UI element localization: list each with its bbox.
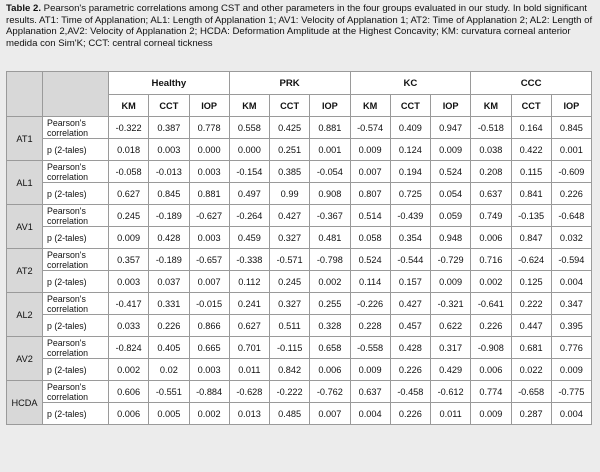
correlation-cell: -0.013 <box>149 161 189 183</box>
metric-label: Pearson's correlation <box>43 381 109 403</box>
column-header: CCT <box>149 95 189 117</box>
metric-label: Pearson's correlation <box>43 293 109 315</box>
correlation-cell: -0.571 <box>270 249 310 271</box>
correlation-cell: 0.317 <box>431 337 471 359</box>
p-value-cell: 0.226 <box>390 359 430 381</box>
p-value-cell: 0.622 <box>431 315 471 337</box>
correlation-cell: 0.845 <box>551 117 591 139</box>
parameter-cell: HCDA <box>7 381 43 425</box>
correlation-cell: 0.524 <box>431 161 471 183</box>
table-row <box>7 337 592 359</box>
correlation-cell: -0.135 <box>511 205 551 227</box>
correlation-cell: -0.115 <box>270 337 310 359</box>
p-value-cell: 0.481 <box>310 227 350 249</box>
p-value-cell: 0.847 <box>511 227 551 249</box>
p-value-cell: 0.004 <box>551 271 591 293</box>
correlation-cell: -0.558 <box>350 337 390 359</box>
p-value-cell: 0.428 <box>149 227 189 249</box>
column-header: CCT <box>390 95 430 117</box>
correlation-cell: 0.749 <box>471 205 511 227</box>
p-value-cell: 0.003 <box>109 271 149 293</box>
correlation-cell: 0.331 <box>149 293 189 315</box>
corner-cell <box>7 72 43 117</box>
p-value-cell: 0.005 <box>149 403 189 425</box>
correlation-cell: 0.387 <box>149 117 189 139</box>
correlation-cell: -0.458 <box>390 381 430 403</box>
p-value-cell: 0.327 <box>270 227 310 249</box>
p-value-cell: 0.011 <box>431 403 471 425</box>
correlation-cell: 0.347 <box>551 293 591 315</box>
parameter-cell: AL1 <box>7 161 43 205</box>
correlation-cell: -0.321 <box>431 293 471 315</box>
p-value-cell: 0.058 <box>350 227 390 249</box>
correlation-cell: 0.427 <box>390 293 430 315</box>
group-header: KC <box>350 72 471 95</box>
table-body <box>7 72 592 425</box>
correlation-cell: -0.658 <box>511 381 551 403</box>
parameter-cell: AT1 <box>7 117 43 161</box>
correlation-cell: -0.015 <box>189 293 229 315</box>
correlation-cell: -0.729 <box>431 249 471 271</box>
correlation-cell: 0.428 <box>390 337 430 359</box>
p-value-cell: 0.009 <box>109 227 149 249</box>
p-value-cell: 0.114 <box>350 271 390 293</box>
metric-label: p (2-tales) <box>43 403 109 425</box>
p-value-cell: 0.033 <box>109 315 149 337</box>
correlation-cell: 0.357 <box>109 249 149 271</box>
correlation-cell: -0.798 <box>310 249 350 271</box>
p-value-cell: 0.011 <box>229 359 269 381</box>
correlation-cell: -0.609 <box>551 161 591 183</box>
correlation-cell: 0.716 <box>471 249 511 271</box>
correlation-cell: -0.367 <box>310 205 350 227</box>
metric-label: p (2-tales) <box>43 359 109 381</box>
p-value-cell: 0.948 <box>431 227 471 249</box>
correlation-cell: -0.058 <box>109 161 149 183</box>
correlation-cell: 0.558 <box>229 117 269 139</box>
correlation-cell: 0.327 <box>270 293 310 315</box>
p-value-cell: 0.511 <box>270 315 310 337</box>
table-row <box>7 293 592 315</box>
p-value-cell: 0.637 <box>471 183 511 205</box>
p-value-cell: 0.429 <box>431 359 471 381</box>
correlation-cell: 0.222 <box>511 293 551 315</box>
p-value-cell: 0.018 <box>109 139 149 161</box>
parameter-cell: AV1 <box>7 205 43 249</box>
table-row <box>7 315 592 337</box>
p-value-cell: 0.447 <box>511 315 551 337</box>
p-value-cell: 0.157 <box>390 271 430 293</box>
p-value-cell: 0.002 <box>310 271 350 293</box>
correlation-cell: 0.007 <box>350 161 390 183</box>
correlation-table <box>6 71 592 425</box>
metric-label: Pearson's correlation <box>43 205 109 227</box>
correlation-cell: 0.774 <box>471 381 511 403</box>
p-value-cell: 0.006 <box>471 227 511 249</box>
table-row <box>7 139 592 161</box>
p-value-cell: 0.009 <box>431 271 471 293</box>
p-value-cell: 0.422 <box>511 139 551 161</box>
p-value-cell: 0.004 <box>350 403 390 425</box>
correlation-cell: 0.425 <box>270 117 310 139</box>
metric-label: p (2-tales) <box>43 139 109 161</box>
correlation-cell: -0.222 <box>270 381 310 403</box>
p-value-cell: 0.003 <box>149 139 189 161</box>
column-header: KM <box>471 95 511 117</box>
table-row <box>7 359 592 381</box>
table-row <box>7 271 592 293</box>
correlation-cell: -0.641 <box>471 293 511 315</box>
p-value-cell: 0.497 <box>229 183 269 205</box>
p-value-cell: 0.006 <box>109 403 149 425</box>
p-value-cell: 0.287 <box>511 403 551 425</box>
p-value-cell: 0.004 <box>551 403 591 425</box>
p-value-cell: 0.395 <box>551 315 591 337</box>
correlation-cell: 0.409 <box>390 117 430 139</box>
correlation-cell: -0.226 <box>350 293 390 315</box>
correlation-cell: 0.164 <box>511 117 551 139</box>
column-header: IOP <box>431 95 471 117</box>
correlation-cell: -0.612 <box>431 381 471 403</box>
correlation-cell: -0.884 <box>189 381 229 403</box>
metric-label: Pearson's correlation <box>43 161 109 183</box>
correlation-cell: -0.417 <box>109 293 149 315</box>
parameter-cell: AV2 <box>7 337 43 381</box>
group-header: CCC <box>471 72 592 95</box>
table-row <box>7 381 592 403</box>
p-value-cell: 0.007 <box>310 403 350 425</box>
correlation-cell: -0.189 <box>149 205 189 227</box>
p-value-cell: 0.725 <box>390 183 430 205</box>
p-value-cell: 0.013 <box>229 403 269 425</box>
table-row <box>7 205 592 227</box>
p-value-cell: 0.009 <box>551 359 591 381</box>
p-value-cell: 0.457 <box>390 315 430 337</box>
p-value-cell: 0.328 <box>310 315 350 337</box>
p-value-cell: 0.881 <box>189 183 229 205</box>
p-value-cell: 0.009 <box>471 403 511 425</box>
parameter-cell: AT2 <box>7 249 43 293</box>
p-value-cell: 0.009 <box>350 139 390 161</box>
group-header: Healthy <box>109 72 230 95</box>
group-header-row <box>7 72 592 95</box>
p-value-cell: 0.002 <box>471 271 511 293</box>
p-value-cell: 0.228 <box>350 315 390 337</box>
metric-label: Pearson's correlation <box>43 249 109 271</box>
p-value-cell: 0.054 <box>431 183 471 205</box>
table-row <box>7 117 592 139</box>
correlation-cell: 0.115 <box>511 161 551 183</box>
correlation-cell: -0.775 <box>551 381 591 403</box>
correlation-cell: 0.778 <box>189 117 229 139</box>
p-value-cell: 0.226 <box>551 183 591 205</box>
correlation-cell: -0.624 <box>511 249 551 271</box>
table-row <box>7 183 592 205</box>
p-value-cell: 0.009 <box>431 139 471 161</box>
p-value-cell: 0.006 <box>310 359 350 381</box>
p-value-cell: 0.866 <box>189 315 229 337</box>
p-value-cell: 0.627 <box>229 315 269 337</box>
correlation-cell: -0.628 <box>229 381 269 403</box>
correlation-cell: -0.189 <box>149 249 189 271</box>
correlation-cell: 0.194 <box>390 161 430 183</box>
p-value-cell: 0.842 <box>270 359 310 381</box>
correlation-cell: 0.059 <box>431 205 471 227</box>
correlation-cell: -0.657 <box>189 249 229 271</box>
correlation-cell: -0.322 <box>109 117 149 139</box>
correlation-cell: 0.776 <box>551 337 591 359</box>
p-value-cell: 0.459 <box>229 227 269 249</box>
correlation-cell: 0.385 <box>270 161 310 183</box>
correlation-cell: -0.574 <box>350 117 390 139</box>
metric-label: p (2-tales) <box>43 271 109 293</box>
correlation-cell: -0.544 <box>390 249 430 271</box>
p-value-cell: 0.037 <box>149 271 189 293</box>
p-value-cell: 0.009 <box>350 359 390 381</box>
p-value-cell: 0.251 <box>270 139 310 161</box>
p-value-cell: 0.003 <box>189 227 229 249</box>
p-value-cell: 0.125 <box>511 271 551 293</box>
p-value-cell: 0.001 <box>310 139 350 161</box>
correlation-cell: -0.264 <box>229 205 269 227</box>
column-header: IOP <box>189 95 229 117</box>
correlation-cell: 0.208 <box>471 161 511 183</box>
correlation-cell: 0.947 <box>431 117 471 139</box>
p-value-cell: 0.908 <box>310 183 350 205</box>
correlation-cell: -0.627 <box>189 205 229 227</box>
correlation-cell: 0.606 <box>109 381 149 403</box>
metric-label: Pearson's correlation <box>43 117 109 139</box>
correlation-cell: -0.439 <box>390 205 430 227</box>
correlation-cell: 0.514 <box>350 205 390 227</box>
p-value-cell: 0.841 <box>511 183 551 205</box>
correlation-cell: -0.908 <box>471 337 511 359</box>
column-header: IOP <box>551 95 591 117</box>
parameter-cell: AL2 <box>7 293 43 337</box>
p-value-cell: 0.000 <box>189 139 229 161</box>
correlation-cell: 0.881 <box>310 117 350 139</box>
p-value-cell: 0.112 <box>229 271 269 293</box>
p-value-cell: 0.226 <box>471 315 511 337</box>
p-value-cell: 0.022 <box>511 359 551 381</box>
table-row <box>7 403 592 425</box>
metric-label: p (2-tales) <box>43 227 109 249</box>
metric-label: p (2-tales) <box>43 315 109 337</box>
correlation-cell: -0.824 <box>109 337 149 359</box>
correlation-cell: -0.154 <box>229 161 269 183</box>
table-row <box>7 249 592 271</box>
p-value-cell: 0.627 <box>109 183 149 205</box>
p-value-cell: 0.006 <box>471 359 511 381</box>
correlation-cell: 0.681 <box>511 337 551 359</box>
correlation-cell: -0.054 <box>310 161 350 183</box>
table-caption <box>6 3 594 49</box>
metric-label: Pearson's correlation <box>43 337 109 359</box>
correlation-cell: 0.255 <box>310 293 350 315</box>
correlation-cell: 0.427 <box>270 205 310 227</box>
p-value-cell: 0.354 <box>390 227 430 249</box>
p-value-cell: 0.226 <box>390 403 430 425</box>
correlation-cell: 0.637 <box>350 381 390 403</box>
p-value-cell: 0.000 <box>229 139 269 161</box>
column-header: KM <box>350 95 390 117</box>
correlation-cell: 0.003 <box>189 161 229 183</box>
correlation-cell: 0.245 <box>109 205 149 227</box>
p-value-cell: 0.002 <box>109 359 149 381</box>
p-value-cell: 0.245 <box>270 271 310 293</box>
correlation-cell: 0.658 <box>310 337 350 359</box>
caption-label: Table 2. <box>6 3 42 14</box>
correlation-cell: -0.648 <box>551 205 591 227</box>
table-row <box>7 161 592 183</box>
correlation-cell: 0.701 <box>229 337 269 359</box>
column-header: CCT <box>511 95 551 117</box>
p-value-cell: 0.226 <box>149 315 189 337</box>
p-value-cell: 0.845 <box>149 183 189 205</box>
p-value-cell: 0.007 <box>189 271 229 293</box>
metric-label: p (2-tales) <box>43 183 109 205</box>
p-value-cell: 0.02 <box>149 359 189 381</box>
column-header: KM <box>109 95 149 117</box>
p-value-cell: 0.99 <box>270 183 310 205</box>
column-header: CCT <box>270 95 310 117</box>
p-value-cell: 0.807 <box>350 183 390 205</box>
correlation-cell: -0.551 <box>149 381 189 403</box>
correlation-cell: -0.518 <box>471 117 511 139</box>
column-header: KM <box>229 95 269 117</box>
p-value-cell: 0.038 <box>471 139 511 161</box>
p-value-cell: 0.001 <box>551 139 591 161</box>
p-value-cell: 0.032 <box>551 227 591 249</box>
column-header: IOP <box>310 95 350 117</box>
correlation-cell: -0.338 <box>229 249 269 271</box>
p-value-cell: 0.485 <box>270 403 310 425</box>
correlation-cell: 0.405 <box>149 337 189 359</box>
p-value-cell: 0.002 <box>189 403 229 425</box>
correlation-cell: 0.665 <box>189 337 229 359</box>
p-value-cell: 0.003 <box>189 359 229 381</box>
correlation-cell: 0.524 <box>350 249 390 271</box>
group-header: PRK <box>229 72 350 95</box>
correlation-cell: -0.594 <box>551 249 591 271</box>
caption-text: Pearson's parametric correlations among CST and other parameters in the four groups evaluated in our study. In bold significant results. AT1: Time of Applanation; AL1: Length of Applanation 1; AV1: Velocity of Applanation 1; AT2: Time of Applanation 2; AL2: Length of Applanation 2,AV2: Velocity of Applanation 2; HCDA: Deformation Amplitude at the Highest Concavity; KM: curvatura corneal anterior medida con Sim'K; CCT: central corneal tickness <box>6 3 593 49</box>
corner-cell <box>43 72 109 117</box>
correlation-cell: -0.762 <box>310 381 350 403</box>
p-value-cell: 0.124 <box>390 139 430 161</box>
table-row <box>7 227 592 249</box>
correlation-cell: 0.241 <box>229 293 269 315</box>
